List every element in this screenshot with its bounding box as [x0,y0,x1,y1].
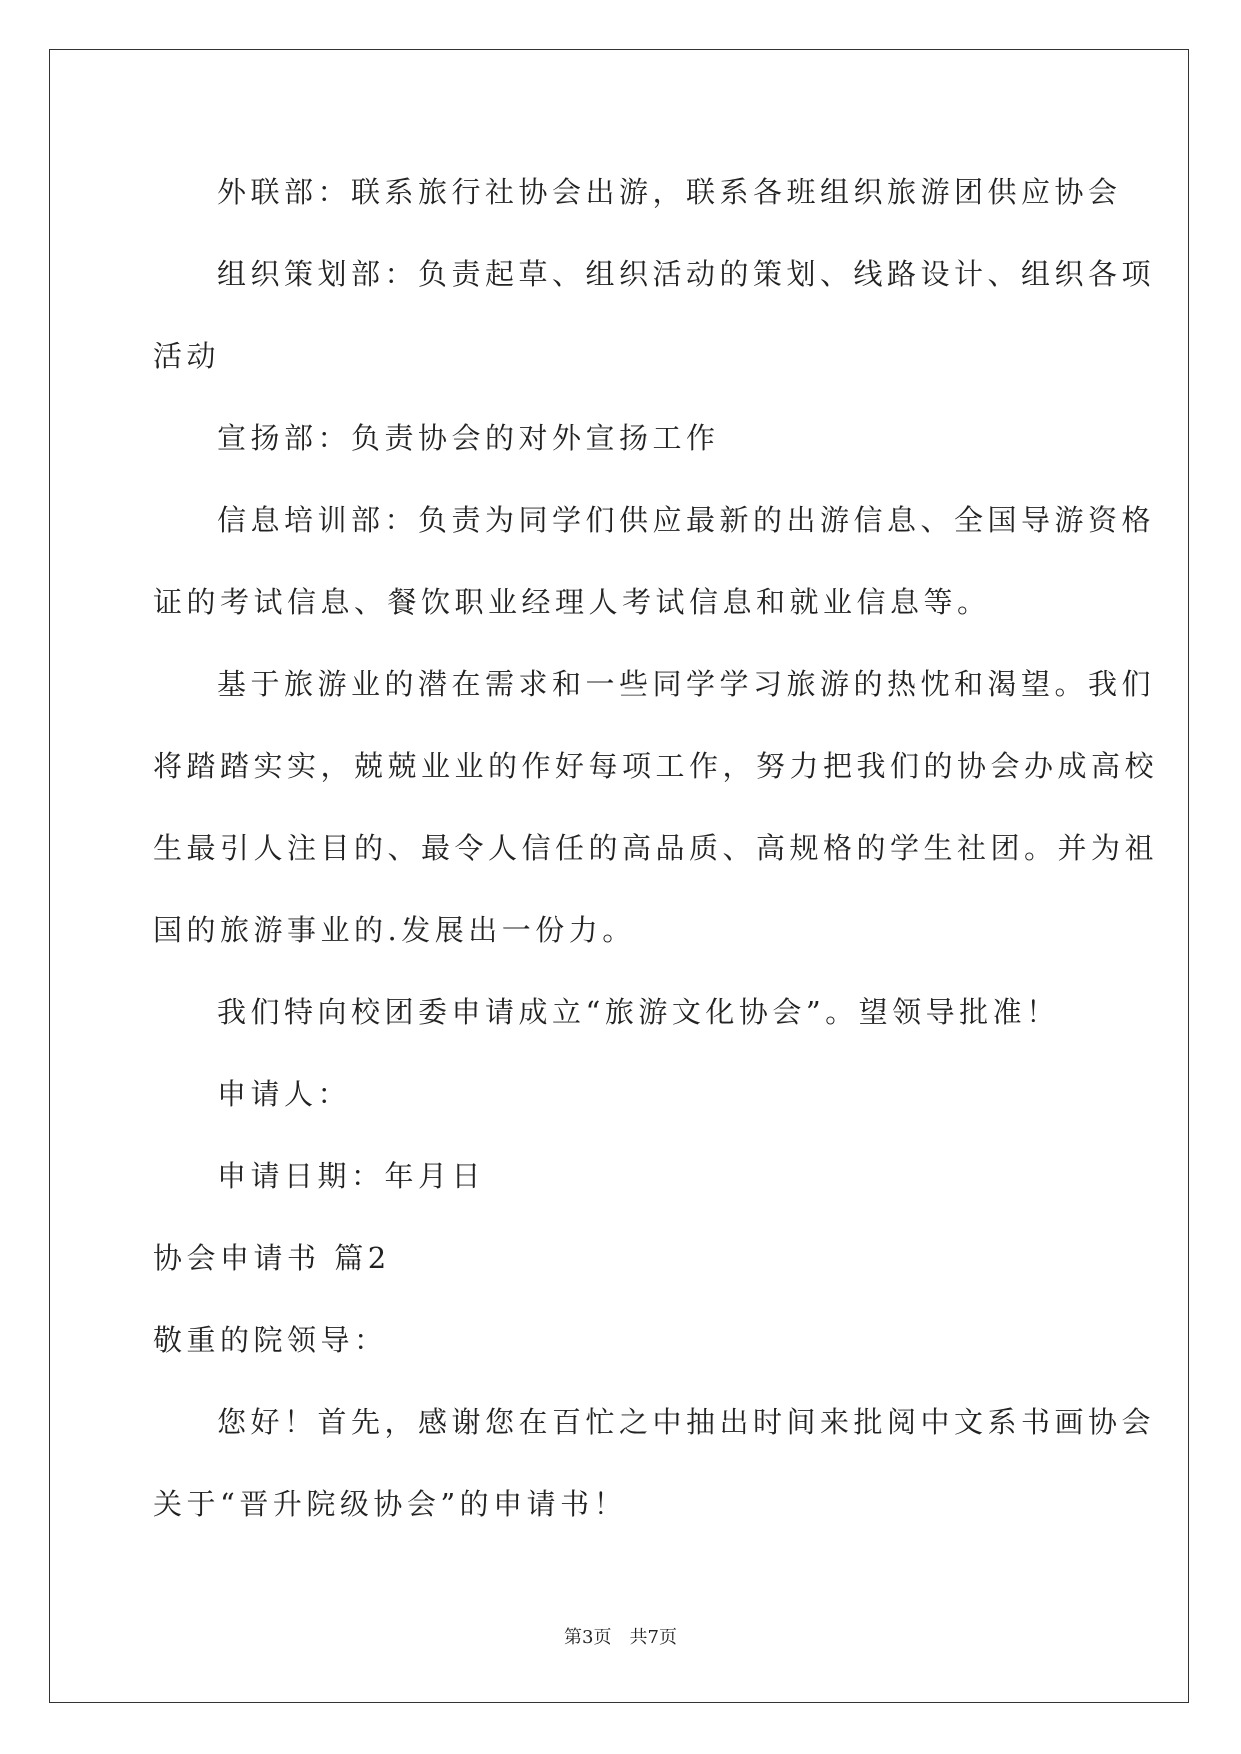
document-body [153,162,1159,1556]
application-date-label: 申请日期：年月日 [217,1159,486,1193]
paragraph-xinxipeixunbu-cont: 证的考试信息、餐饮职业经理人考试信息和就业信息等。 [153,585,991,619]
paragraph-xuanyangbu: 宣扬部：负责协会的对外宣扬工作 [217,421,720,455]
paragraph-request: 我们特向校团委申请成立“旅游文化协会”。望领导批准！ [217,995,1060,1029]
paragraph-greeting: 您好！首先，感谢您在百忙之中抽出时间来批阅中文系书画协会 [217,1405,1156,1439]
applicant-label: 申请人： [217,1077,352,1111]
paragraph-jiyu-cont-2: 生最引人注目的、最令人信任的高品质、高规格的学生社团。并为祖 [153,831,1159,865]
section-heading: 协会申请书 篇2 [153,1241,391,1275]
paragraph-xinxipeixunbu: 信息培训部：负责为同学们供应最新的出游信息、全国导游资格 [217,503,1156,537]
paragraph-zuzhicehuabu-cont: 活动 [153,339,221,373]
page-number-total: 共7页 [629,1627,677,1648]
paragraph-jiyu-cont-3: 国的旅游事业的.发展出一份力。 [153,913,636,947]
page-footer [0,1623,1241,1649]
salutation: 敬重的院领导： [153,1323,388,1357]
paragraph-zuzhicehuabu: 组织策划部：负责起草、组织活动的策划、线路设计、组织各项 [217,257,1156,291]
paragraph-waillianbu: 外联部：联系旅行社协会出游，联系各班组织旅游团供应协会 [217,175,1122,209]
paragraph-greeting-cont: 关于“晋升院级协会”的申请书！ [153,1487,628,1521]
paragraph-jiyu-cont-1: 将踏踏实实，兢兢业业的作好每项工作，努力把我们的协会办成高校 [153,749,1159,783]
paragraph-jiyu: 基于旅游业的潜在需求和一些同学学习旅游的热忱和渴望。我们 [217,667,1156,701]
page-number-current: 第3页 [564,1627,612,1648]
